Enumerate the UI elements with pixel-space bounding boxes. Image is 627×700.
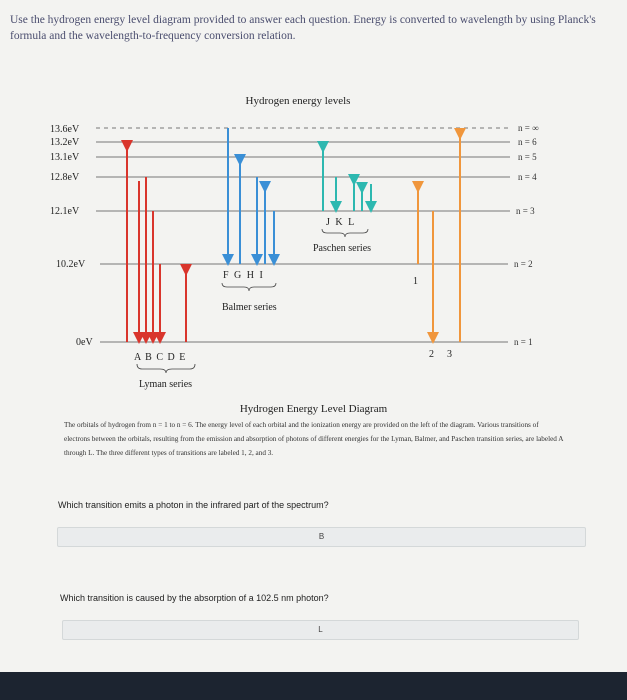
question-2-text: Which transition is caused by the absorption of a 102.5 nm photon? [60,593,329,603]
n-label: n = 6 [518,137,537,147]
n-label: n = 5 [518,152,537,162]
n-label: n = ∞ [518,123,539,133]
paschen-letters: J K L [326,217,356,228]
lyman-label: Lyman series [139,379,193,390]
balmer-brace [222,283,276,291]
caption-title: Hydrogen Energy Level Diagram [239,403,388,415]
answer-2-field[interactable]: L [62,620,579,640]
type-label: 2 [429,349,434,360]
balmer-letters: F G H I [223,270,265,281]
type-label: 1 [413,276,418,287]
answer-1-field[interactable]: B [57,527,586,547]
diagram-title: Hydrogen energy levels [245,95,351,107]
type-label: 3 [447,349,452,360]
intro-text: Use the hydrogen energy level diagram provided to answer each question. Energy is converted to wavelength by using Planck's formula and the wavelength-to-frequency conversion relation. [10,14,596,42]
n-label: n = 4 [518,172,537,182]
paschen-brace [322,229,368,237]
energy-label: 13.1eV [50,152,80,163]
lyman-brace [137,364,195,373]
energy-label: 13.6eV [50,124,80,135]
energy-label: 12.8eV [50,172,80,183]
energy-label: 13.2eV [50,137,80,148]
n-label: n = 3 [516,206,535,216]
n-label: n = 1 [514,337,533,347]
bottom-bar [0,672,627,700]
caption-body: The orbitals of hydrogen from n = 1 to n = 6. The energy level of each orbital and the ionization energy are provided on the left of the diagram. Various transitions of electrons between the orbitals, resulting from the emission and absorption of photons of different energies for the Lyman, Balmer, and Paschen transition series, are labeled A through L. The three different types of transitions are labeled 1, 2, and 3. [64,421,564,457]
paschen-label: Paschen series [313,243,372,254]
n-label: n = 2 [514,259,533,269]
energy-label: 0eV [76,337,93,348]
lyman-letters: A B C D E [134,352,187,363]
question-1-text: Which transition emits a photon in the infrared part of the spectrum? [58,500,329,510]
balmer-label: Balmer series [222,302,277,313]
energy-label: 12.1eV [50,206,80,217]
energy-label: 10.2eV [56,259,86,270]
